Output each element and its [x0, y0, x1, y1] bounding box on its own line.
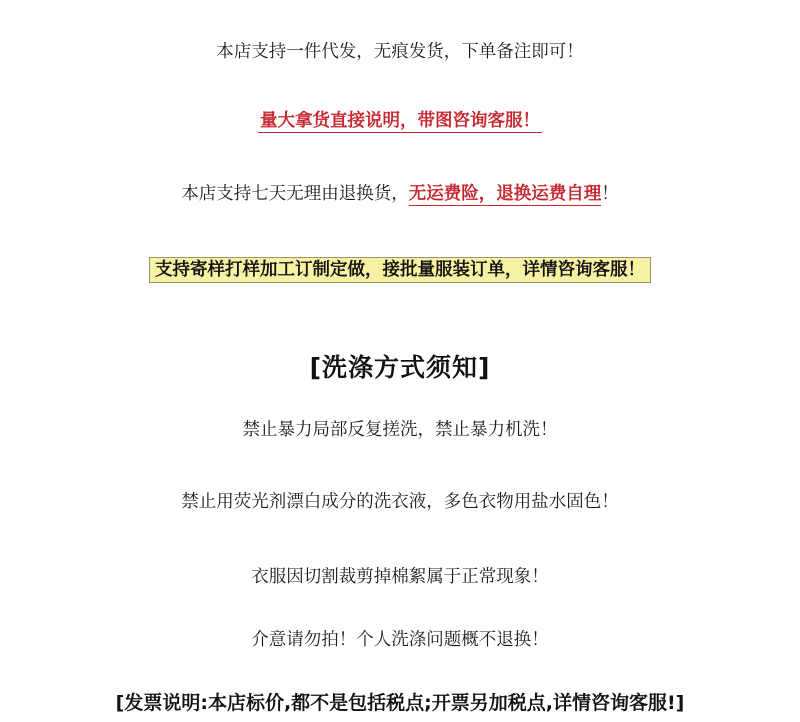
washing-rule: 禁止用荧光剂漂白成分的洗衣液，多色衣物用盐水固色！: [181, 492, 619, 512]
notice-returns-suffix: ！: [601, 184, 619, 204]
invoice-notice: [发票说明:本店标价,都不是包括税点;开票另加税点,详情咨询客服!]: [115, 692, 685, 714]
notice-returns-prefix: 本店支持七天无理由退换货，: [181, 184, 409, 204]
notice-dropship: 本店支持一件代发，无痕发货，下单备注即可！: [216, 42, 584, 62]
notice-custom-orders: [0, 257, 800, 283]
notice-returns: [0, 182, 800, 206]
notice-bulk-order: [0, 109, 800, 133]
notice-custom-orders-highlight: 支持寄样打样加工订制定做，接批量服装订单，详情咨询客服！: [149, 257, 651, 283]
washing-rule: 介意请勿拍！个人洗涤问题概不退换！: [251, 630, 549, 650]
notice-bulk-order-text: 量大拿货直接说明，带图咨询客服！: [260, 111, 540, 131]
washing-rule: 禁止暴力局部反复搓洗，禁止暴力机洗！: [242, 420, 558, 440]
notice-returns-highlight: 无运费险，退换运费自理: [408, 184, 602, 204]
washing-heading: [洗涤方式须知]: [309, 353, 491, 382]
washing-rule: 衣服因切割裁剪掉棉絮属于正常现象！: [251, 567, 549, 587]
